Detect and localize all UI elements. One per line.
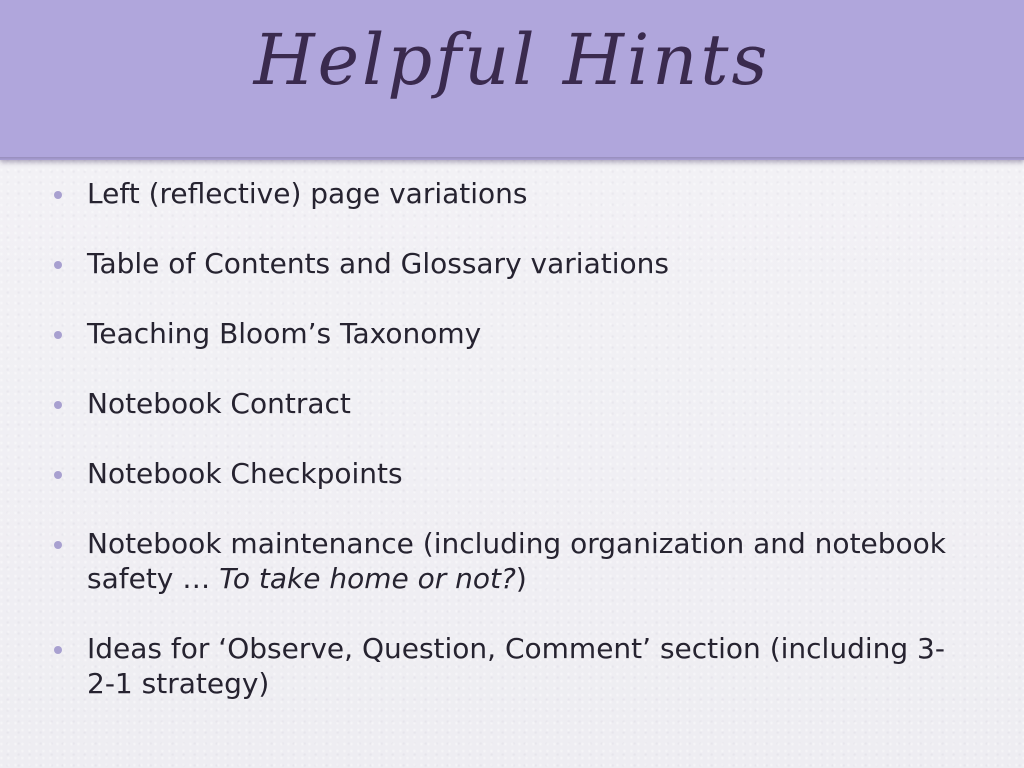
bullet-text: Teaching Bloom’s Taxonomy (87, 317, 482, 350)
bullet-text-closing: ) (515, 562, 527, 595)
slide-title: Helpful Hints (253, 19, 771, 101)
bullet-dot-icon (54, 471, 62, 479)
bullet-item (52, 316, 952, 351)
bullet-dot-icon (54, 401, 62, 409)
bullet-text: Ideas for ‘Observe, Question, Comment’ section (including 3-2-1 strategy) (87, 632, 945, 700)
bullet-item (52, 526, 952, 596)
bullet-item (52, 386, 952, 421)
bullet-text: Notebook Checkpoints (87, 457, 403, 490)
bullet-item (52, 246, 952, 281)
bullet-item (52, 631, 952, 701)
bullet-dot-icon (54, 541, 62, 549)
bullet-dot-icon (54, 261, 62, 269)
bullet-text: Table of Contents and Glossary variations (87, 247, 669, 280)
bullet-text-italic: To take home or not? (219, 562, 516, 595)
title-band-shadow (0, 157, 1024, 161)
bullet-text-plain: Notebook maintenance (including organization and notebook safety … (87, 527, 947, 595)
bullet-item (52, 456, 952, 491)
bullet-text: Notebook Contract (87, 387, 351, 420)
bullet-dot-icon (54, 191, 62, 199)
bullet-dot-icon (54, 331, 62, 339)
bullet-item (52, 176, 952, 211)
bullet-dot-icon (54, 646, 62, 654)
bullet-list (52, 176, 952, 736)
bullet-text: Left (reflective) page variations (87, 177, 528, 210)
